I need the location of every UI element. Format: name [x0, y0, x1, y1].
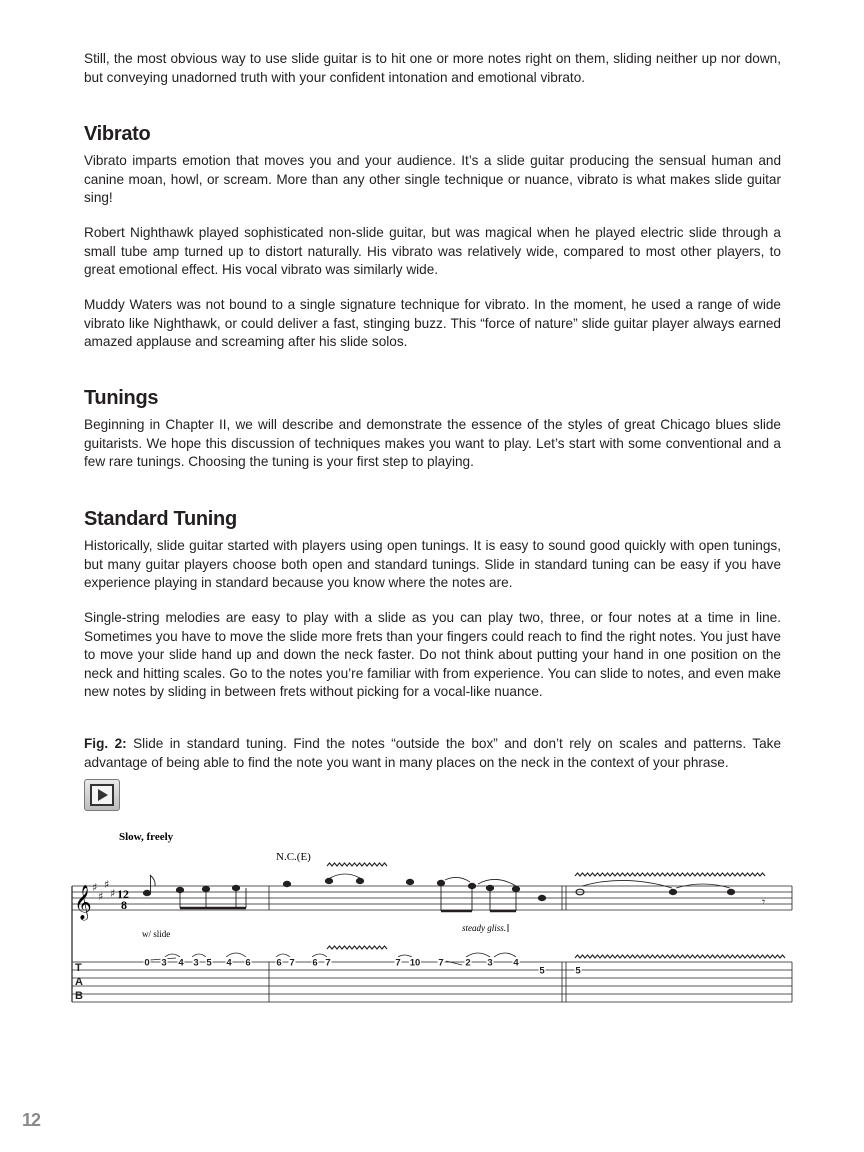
tab-letter-b: B: [75, 990, 83, 1002]
vibrato-paragraph-1: Vibrato imparts emotion that moves you and your audience. It’s a slide guitar producing the sensual human and canine moan, howl, or scream. More than any other single technique or nuance, vibrato is what makes slide guitar sing!: [84, 153, 781, 206]
tab-fret-number: 4: [513, 957, 519, 969]
heading-tunings: Tunings: [84, 387, 159, 409]
tab-fret-number: 10: [409, 957, 421, 969]
standard-tuning-paragraph-1: Historically, slide guitar started with players using open tunings. It is easy to sound good quickly with open tunings, but many guitar players choose both open and standard tunings. Slide in standard tuning can be easy if you have experience playing in standard because you know where the notes are.: [84, 538, 781, 591]
notes: [143, 875, 734, 911]
gliss-label: steady gliss.: [462, 923, 506, 933]
play-icon: [90, 784, 114, 806]
tab-letter-t: T: [75, 962, 82, 974]
figure-caption-text: Slide in standard tuning. Find the notes “outside the box” and don’t rely on scales and patterns. Take advantage of being able to find the note you want in many places on the neck in the context of your phrase.: [84, 736, 782, 770]
tab-fret-number: 7: [325, 957, 331, 969]
technique-label: w/ slide: [142, 929, 171, 939]
svg-text:♯: ♯: [92, 881, 98, 894]
time-signature-top: 12: [117, 887, 129, 901]
tab-fret-number: 0: [144, 957, 150, 969]
svg-text:♯: ♯: [110, 887, 116, 900]
tab-fret-number: 6: [276, 957, 282, 969]
heading-vibrato: Vibrato: [84, 123, 151, 145]
vibrato-paragraph-2: Robert Nighthawk played sophisticated non-slide guitar, but was magical when he played electric slide through a small tube amp turned up to distort naturally. His vibrato was relatively wide, compared to most other players, to great emotional effect. His vocal vibrato was similarly wide.: [84, 225, 781, 278]
tab-fret-number: 4: [226, 957, 232, 969]
tab-fret-number: 7: [289, 957, 295, 969]
play-audio-button[interactable]: [84, 779, 120, 811]
heading-standard-tuning: Standard Tuning: [84, 508, 237, 530]
page-number: 12: [22, 1110, 41, 1130]
figure-label: Fig. 2:: [84, 736, 127, 751]
chord-symbol: N.C.(E): [276, 851, 311, 863]
tab-letter-a: A: [75, 976, 83, 988]
svg-text:𝄾: 𝄾: [762, 895, 766, 909]
tab-fret-number: 5: [539, 965, 545, 977]
tab-fret-number: 3: [161, 957, 167, 969]
tab-fret-number: 7: [438, 957, 444, 969]
tab-fret-number: 7: [395, 957, 401, 969]
tab-fret-number: 5: [575, 965, 581, 977]
tempo-marking: Slow, freely: [119, 831, 174, 843]
music-notation: [0, 820, 864, 1010]
vibrato-paragraph-3: Muddy Waters was not bound to a single signature technique for vibrato. In the moment, he used a range of wide vibrato like Nighthawk, or could deliver a fast, stinging buzz. This “force of nature” slide guitar player always earned amazed applause and screaming after his slide solos.: [84, 297, 781, 350]
treble-clef-icon: 𝄞: [74, 885, 92, 920]
tab-fret-number: 6: [245, 957, 251, 969]
tab-fret-number: 2: [465, 957, 471, 969]
tunings-paragraph: Beginning in Chapter II, we will describe and demonstrate the essence of the styles of great Chicago blues slide guitarists. We hope this discussion of techniques makes you want to play. Let’s start with some conventional and a few rare tunings. Choosing the tuning is your first step to playing.: [84, 417, 781, 470]
key-signature: [92, 878, 115, 903]
figure-caption: [84, 735, 781, 772]
standard-tuning-paragraph-2: Single-string melodies are easy to play with a slide as you can play two, three, or four notes at a time in line. Sometimes you have to move the slide more frets than your fingers could reach to find the right notes. You just have to move your slide hand up and down the neck faster. Do not think about putting your hand in one position on the neck and hitting scales. Go to the notes you’re familiar with from experience. You can slide to notes, and even make new notes by sliding in between frets without picking for a vocal-like nuance.: [84, 610, 781, 700]
tab-fret-number: 3: [193, 957, 199, 969]
svg-text:♯: ♯: [98, 890, 104, 903]
svg-text:♯: ♯: [104, 878, 110, 891]
tab-fret-number: 3: [487, 957, 493, 969]
tab-fret-number: 4: [178, 957, 184, 969]
tab-fret-number: 5: [206, 957, 212, 969]
intro-paragraph: Still, the most obvious way to use slide guitar is to hit one or more notes right on them, sliding neither up nor down, but conveying unadorned truth with your confident intonation and emotional vibrato.: [84, 51, 781, 85]
time-signature-bottom: 8: [121, 898, 127, 912]
tab-fret-number: 6: [312, 957, 318, 969]
